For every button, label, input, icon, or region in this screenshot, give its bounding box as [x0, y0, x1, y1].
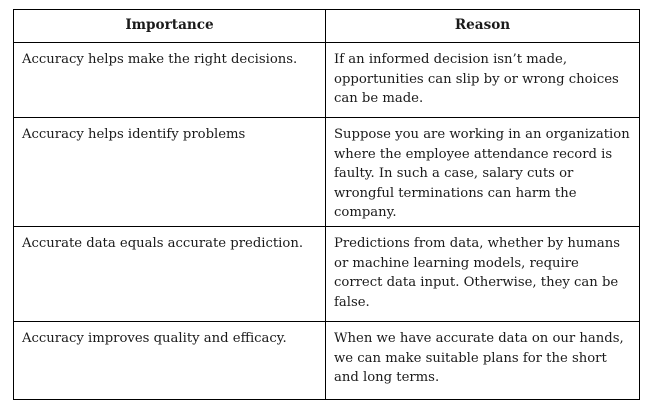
reason-cell [326, 43, 640, 118]
importance-text: Accuracy helps identify problems [22, 127, 246, 142]
importance-reason-table [13, 9, 640, 400]
table-row [14, 43, 640, 118]
table-row [14, 322, 640, 400]
reason-text: Predictions from data, whether by humans or machine learning models, require correct data input. Otherwise, they can be false. [334, 236, 620, 310]
reason-text: If an informed decision isn’t made, opportunities can slip by or wrong choices can be made. [334, 52, 619, 107]
reason-cell [326, 322, 640, 400]
column-header-importance: Importance [14, 10, 326, 43]
importance-cell [14, 227, 326, 322]
importance-text: Accuracy improves quality and efficacy. [22, 331, 287, 346]
importance-cell [14, 43, 326, 118]
column-header-reason: Reason [326, 10, 640, 43]
table-row [14, 118, 640, 227]
reason-text: Suppose you are working in an organization where the employee attendance record is faulty. In such a case, salary cuts or wrongful terminations can harm the company. [334, 127, 630, 221]
importance-text: Accuracy helps make the right decisions. [22, 52, 298, 67]
reason-text: When we have accurate data on our hands, we can make suitable plans for the short and long terms. [334, 331, 624, 386]
reason-cell [326, 227, 640, 322]
importance-text: Accurate data equals accurate prediction. [22, 236, 304, 251]
importance-cell [14, 118, 326, 227]
table-header-row [14, 10, 640, 43]
importance-cell [14, 322, 326, 400]
reason-cell [326, 118, 640, 227]
table-row [14, 227, 640, 322]
